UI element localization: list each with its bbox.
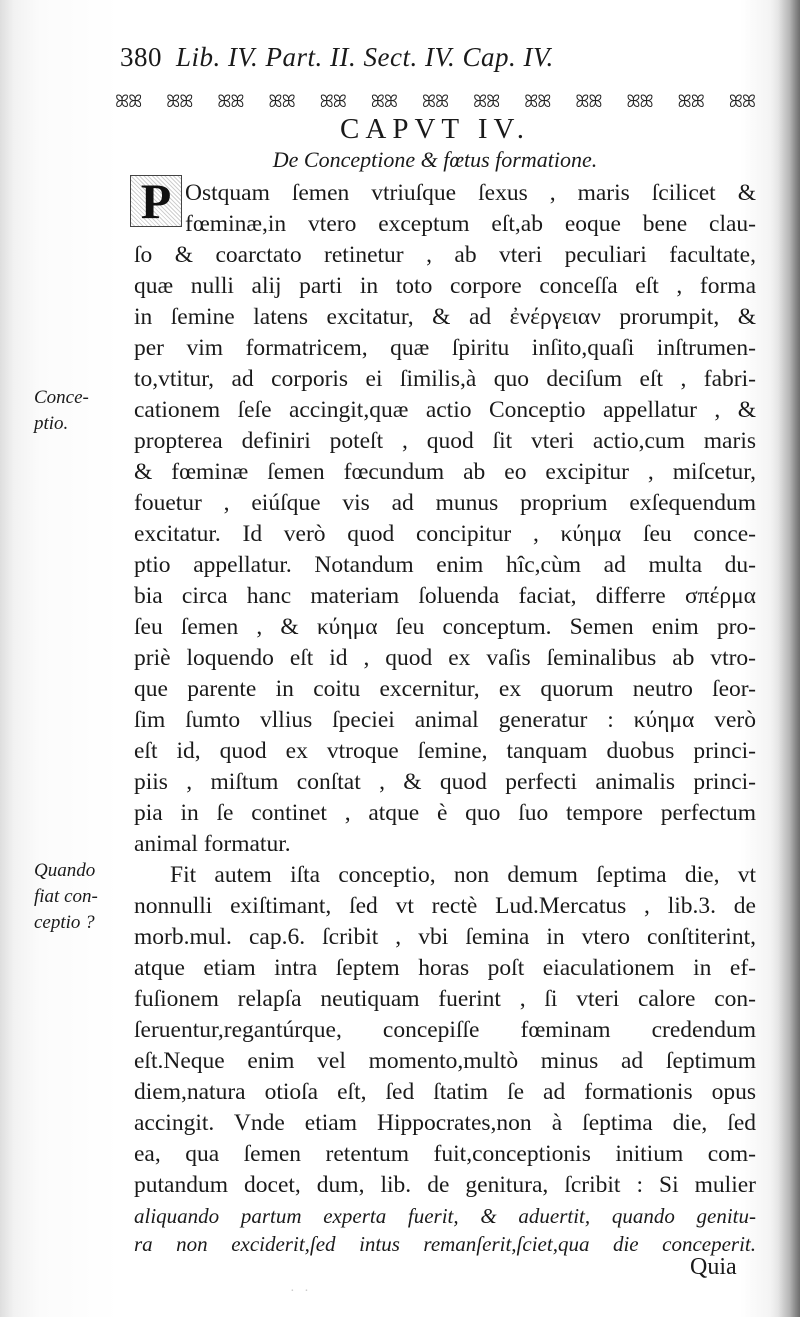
decorative-ornament-band	[115, 90, 755, 114]
text-line: fuſionem relapſa neutiquam fuerint , ſi vteri calore con-	[134, 986, 756, 1012]
text-line: propterea definiri poteſt , quod ſit vteri actio,cum maris	[134, 428, 756, 454]
text-line: accingit. Vnde etiam Hippocrates,non à ſeptima die, ſed	[134, 1110, 756, 1136]
text-line: diem,natura otioſa eſt, ſed ſtatim ſe ad formationis opus	[134, 1079, 756, 1105]
text-line: pia in ſe continet , atque è quo ſuo tempore perfectum	[134, 800, 756, 826]
text-line: in ſemine latens excitatur, & ad ἐνέργειαν prorumpit, &	[134, 304, 756, 330]
text-line: eſt.Neque enim vel momento,multò minus ad ſeptimum	[134, 1048, 756, 1074]
text-line: per vim formatricem, quæ ſpiritu inſito,quaſi inſtrumen-	[134, 335, 756, 361]
text-line: animal formatur.	[134, 831, 291, 857]
margin-note-conceptio	[34, 385, 129, 437]
running-title: Lib. IV. Part. II. Sect. IV. Cap. IV.	[176, 42, 554, 72]
text-line: priè loquendo eſt id , quod ex vaſis ſeminalibus ab vtro-	[134, 645, 756, 671]
ornament-unit: ꕤꕤ	[575, 92, 602, 112]
ornament-unit: ꕤꕤ	[268, 92, 295, 112]
page-number: 380	[120, 42, 162, 72]
ornament-unit: ꕤꕤ	[115, 92, 142, 112]
ornament-unit: ꕤꕤ	[728, 92, 755, 112]
text-line: to,vtitur, ad corporis ei ſimilis,à quo deciſum eſt , fabri-	[134, 366, 756, 392]
text-line: ſeu ſemen , & κύημα ſeu conceptum. Semen enim pro-	[134, 614, 756, 640]
text-line: morb.mul. cap.6. ſcribit , vbi ſemina in vtero conſtiterint,	[134, 924, 756, 950]
running-head	[120, 42, 720, 73]
text-line: piis , miſtum conſtat , & quod perfecti animalis princi-	[134, 769, 756, 795]
text-line: ea, qua ſemen retentum fuit,conceptionis initium com-	[134, 1141, 756, 1167]
text-line: fouetur , eiúſque vis ad munus proprium exſequendum	[134, 490, 756, 516]
margin-note-quando	[34, 858, 129, 936]
text-line: quæ nulli alij parti in toto corpore conceſſa eſt , forma	[134, 273, 756, 299]
text-line: putandum docet, dum, lib. de genitura, ſcribit : Si mulier	[134, 1172, 756, 1198]
spine-shadow	[778, 0, 800, 1317]
text-line: excitatur. Id verò quod concipitur , κύημα ſeu conce-	[134, 521, 756, 547]
margin-note-line: ptio.	[34, 413, 69, 434]
text-line: que parente in coitu excernitur, ex quorum neutro ſeor-	[134, 676, 756, 702]
text-line: ſo & coarctato retinetur , ab vteri peculiari facultate,	[134, 242, 756, 268]
ornament-unit: ꕤꕤ	[472, 92, 500, 112]
text-line: & fœminæ ſemen fœcundum ab eo excipitur , miſcetur,	[134, 459, 756, 485]
chapter-subtitle: De Conceptione & fœtus formatione.	[272, 147, 598, 172]
ornament-unit: ꕤꕤ	[524, 92, 551, 112]
margin-note-line: Quando	[34, 860, 96, 881]
text-line: eſt id, quod ex vtroque ſemine, tanquam duobus princi-	[134, 738, 756, 764]
ornament-unit: ꕤꕤ	[626, 92, 653, 112]
margin-note-line: fiat con-	[34, 886, 98, 907]
text-line: cationem ſeſe accingit,quæ actio Conceptio appellatur , &	[134, 397, 756, 423]
text-line-italic: ra non exciderit,ſed intus remanſerit,ſciet,qua die conceperit.	[134, 1232, 756, 1256]
text-line: ptio appellatur. Notandum enim hîc,cùm ad multa du-	[134, 552, 756, 578]
text-line: bia circa hanc materiam ſoluenda faciat, differre σπέρμα	[134, 583, 756, 609]
ornament-unit: ꕤꕤ	[166, 92, 193, 112]
margin-note-line: ceptio ?	[34, 912, 95, 933]
ornament-unit: ꕤꕤ	[677, 92, 704, 112]
text-line: nonnulli exiſtimant, ſed vt rectè Lud.Mercatus , lib.3. de	[134, 893, 756, 919]
text-line-italic: aliquando partum experta fuerit, & aduertit, quando genitu-	[134, 1204, 756, 1228]
drop-cap-initial: P	[130, 175, 182, 227]
text-line: fœminæ,in vtero exceptum eſt,ab eoque bene clau-	[185, 211, 756, 237]
ornament-unit: ꕤꕤ	[370, 92, 397, 112]
text-line: ſeruentur,regantúrque, concepiſſe fœminam credendum	[134, 1017, 756, 1043]
bleed-through-mark: · ·	[290, 1284, 312, 1299]
catchword: Quia	[690, 1254, 737, 1280]
text-line: ſim ſumto vllius ſpeciei animal generatur : κύημα verò	[134, 707, 756, 733]
ornament-unit: ꕤꕤ	[217, 92, 244, 112]
text-line: atque etiam intra ſeptem horas poſt eiaculationem in ef-	[134, 955, 756, 981]
ornament-unit: ꕤꕤ	[319, 92, 346, 112]
text-line: Ostquam ſemen vtriuſque ſexus , maris ſcilicet &	[185, 180, 756, 206]
ornament-unit: ꕤꕤ	[421, 92, 449, 112]
margin-note-line: Conce-	[34, 387, 89, 408]
text-line: Fit autem iſta conceptio, non demum ſeptima die, vt	[170, 862, 756, 888]
chapter-title: CAPVT IV.	[340, 113, 530, 145]
